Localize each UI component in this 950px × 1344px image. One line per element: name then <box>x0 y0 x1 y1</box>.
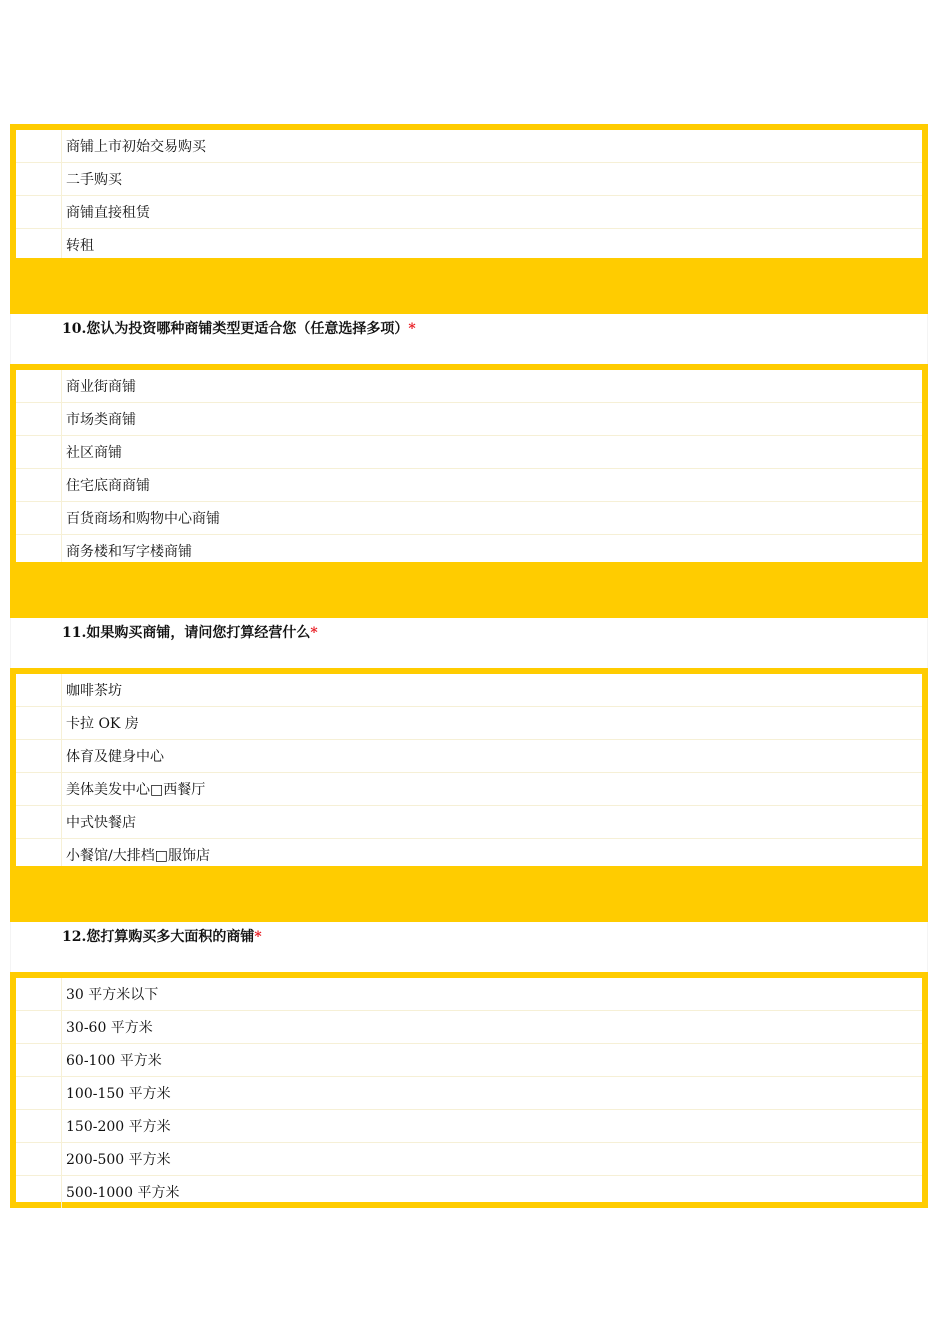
option-row[interactable] <box>16 403 922 436</box>
option-label: 体育及健身中心 <box>66 749 164 765</box>
option-label: 商业街商铺 <box>66 379 136 395</box>
option-row[interactable] <box>16 469 922 502</box>
option-label: 小餐馆/大排档□服饰店 <box>66 848 210 864</box>
option-checkbox-cell[interactable] <box>16 229 62 261</box>
option-label: 100-150 平方米 <box>66 1086 171 1102</box>
options-box-q10 <box>10 364 928 568</box>
option-row[interactable] <box>16 1077 922 1110</box>
option-checkbox-cell[interactable] <box>16 130 62 162</box>
option-label: 中式快餐店 <box>66 815 136 831</box>
option-row[interactable] <box>16 229 922 261</box>
option-row[interactable] <box>16 674 922 707</box>
option-row[interactable] <box>16 806 922 839</box>
option-checkbox-cell[interactable] <box>16 163 62 195</box>
option-label: 200-500 平方米 <box>66 1152 171 1168</box>
option-checkbox-cell[interactable] <box>16 469 62 501</box>
option-label: 市场类商铺 <box>66 412 136 428</box>
options-box-q12 <box>10 972 928 1208</box>
option-label: 150-200 平方米 <box>66 1119 171 1135</box>
required-mark: * <box>408 321 416 337</box>
option-label: 住宅底商商铺 <box>66 478 150 494</box>
option-row[interactable] <box>16 773 922 806</box>
option-checkbox-cell[interactable] <box>16 1044 62 1076</box>
option-label: 商铺直接租赁 <box>66 205 150 221</box>
question-12 <box>10 922 928 972</box>
required-mark: * <box>254 929 262 945</box>
options-box-q11 <box>10 668 928 872</box>
option-checkbox-cell[interactable] <box>16 674 62 706</box>
question-title: 12.您打算购买多大面积的商铺* <box>62 929 262 945</box>
option-label: 商务楼和写字楼商铺 <box>66 544 192 560</box>
option-row[interactable] <box>16 1011 922 1044</box>
option-row[interactable] <box>16 1044 922 1077</box>
option-checkbox-cell[interactable] <box>16 1110 62 1142</box>
option-row[interactable] <box>16 130 922 163</box>
option-checkbox-cell[interactable] <box>16 1011 62 1043</box>
option-checkbox-cell[interactable] <box>16 370 62 402</box>
option-checkbox-cell[interactable] <box>16 196 62 228</box>
option-label: 30 平方米以下 <box>66 987 159 1003</box>
option-label: 转租 <box>66 238 94 254</box>
option-checkbox-cell[interactable] <box>16 1143 62 1175</box>
option-row[interactable] <box>16 978 922 1011</box>
option-checkbox-cell[interactable] <box>16 978 62 1010</box>
option-row[interactable] <box>16 1110 922 1143</box>
option-checkbox-cell[interactable] <box>16 502 62 534</box>
option-checkbox-cell[interactable] <box>16 436 62 468</box>
option-label: 500-1000 平方米 <box>66 1185 180 1201</box>
option-row[interactable] <box>16 436 922 469</box>
option-checkbox-cell[interactable] <box>16 1176 62 1208</box>
section-separator <box>10 562 928 618</box>
option-row[interactable] <box>16 740 922 773</box>
option-label: 60-100 平方米 <box>66 1053 162 1069</box>
option-row[interactable] <box>16 1143 922 1176</box>
option-label: 商铺上市初始交易购买 <box>66 139 206 155</box>
section-separator <box>10 866 928 922</box>
option-row[interactable] <box>16 370 922 403</box>
question-title: 10.您认为投资哪种商铺类型更适合您（任意选择多项）* <box>62 321 416 337</box>
option-row[interactable] <box>16 163 922 196</box>
option-label: 30-60 平方米 <box>66 1020 153 1036</box>
option-row[interactable] <box>16 196 922 229</box>
option-row[interactable] <box>16 707 922 740</box>
option-label: 咖啡茶坊 <box>66 683 122 699</box>
question-10 <box>10 314 928 364</box>
option-checkbox-cell[interactable] <box>16 740 62 772</box>
option-label: 美体美发中心□西餐厅 <box>66 782 206 798</box>
option-checkbox-cell[interactable] <box>16 806 62 838</box>
option-checkbox-cell[interactable] <box>16 773 62 805</box>
required-mark: * <box>310 625 318 641</box>
option-label: 百货商场和购物中心商铺 <box>66 511 220 527</box>
options-box-q9 <box>10 124 928 264</box>
option-label: 卡拉 OK 房 <box>66 716 139 732</box>
option-label: 二手购买 <box>66 172 122 188</box>
option-checkbox-cell[interactable] <box>16 1077 62 1109</box>
question-11 <box>10 618 928 668</box>
option-checkbox-cell[interactable] <box>16 707 62 739</box>
option-checkbox-cell[interactable] <box>16 403 62 435</box>
question-title: 11.如果购买商铺，请问您打算经营什么* <box>62 625 318 641</box>
option-label: 社区商铺 <box>66 445 122 461</box>
option-row[interactable] <box>16 1176 922 1208</box>
section-separator <box>10 258 928 314</box>
option-row[interactable] <box>16 502 922 535</box>
